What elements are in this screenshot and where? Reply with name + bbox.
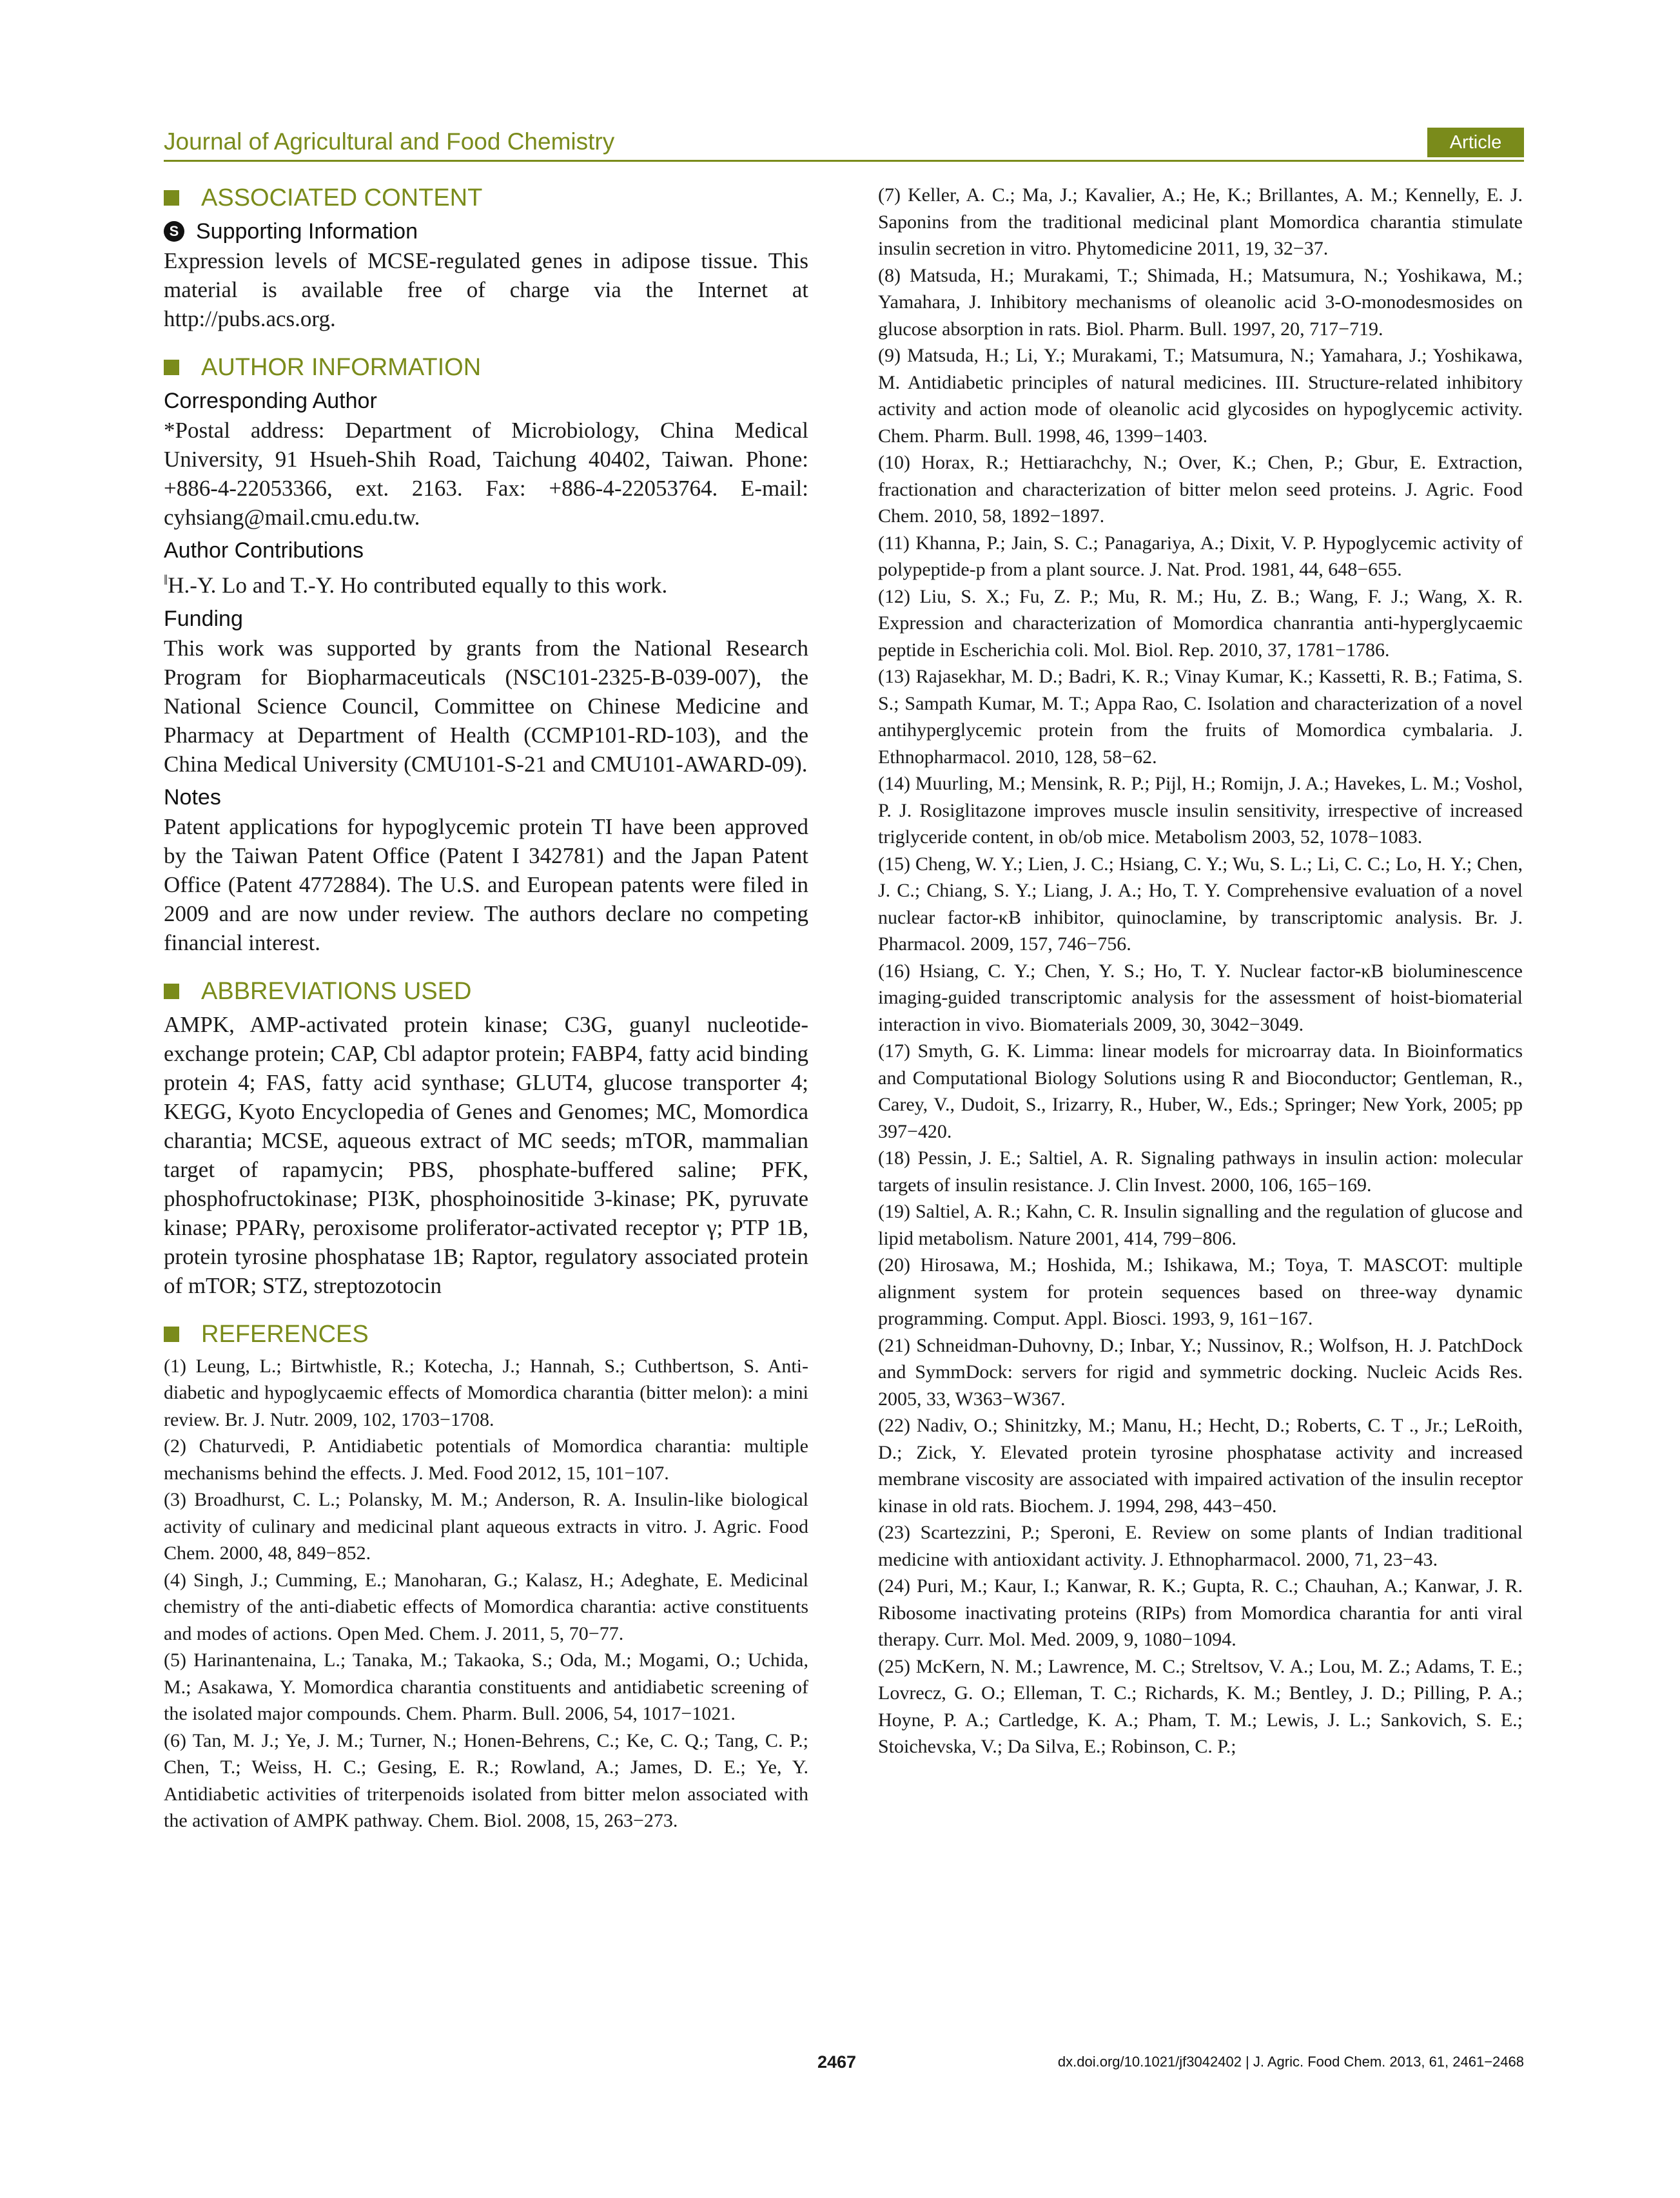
reference-item: (20) Hirosawa, M.; Hoshida, M.; Ishikawa, M.; Toya, T. MASCOT: multiple alignment system for protein sequences based on three-way dynamic programming. Comput. Appl. Biosci. 1993, 9, 161−167. xyxy=(878,1254,1523,1329)
reference-item: (8) Matsuda, H.; Murakami, T.; Shimada, H.; Matsumura, N.; Yoshikawa, M.; Yamahara, J. Inhibitory mechanisms of oleanolic acid 3-O-monodesmosides on glucose absorption in rats. Biol. Pharm. Bull. 1997, 20, 717−719. xyxy=(878,264,1523,340)
subsection-title: Supporting Information xyxy=(196,219,418,244)
reference-item: (24) Puri, M.; Kaur, I.; Kanwar, R. K.; Gupta, R. C.; Chauhan, A.; Kanwar, J. R. Ribosome inactivating proteins (RIPs) from Momordica charantia for anti viral therapy. Curr. Mol. Med. 2009, 9, 1080−1094. xyxy=(878,1575,1523,1650)
reference-item: (9) Matsuda, H.; Li, Y.; Murakami, T.; Matsumura, N.; Yamahara, J.; Yoshikawa, M. Antidiabetic principles of natural medicines. III. Structure-related inhibitory activity and action mode of oleanolic acid glycosides on hypoglycemic activity. Chem. Pharm. Bull. 1998, 46, 1399−1403. xyxy=(878,345,1523,447)
reference-item: (7) Keller, A. C.; Ma, J.; Kavalier, A.; He, K.; Brillantes, A. M.; Kennelly, E. J. Saponins from the traditional medicinal plant Momordica charantia stimulate insulin secretion in vitro. Phytomedicine 2011, 19, 32−37. xyxy=(878,184,1523,259)
section-square-icon xyxy=(164,190,179,206)
section-title: REFERENCES xyxy=(201,1320,369,1348)
references-left-list xyxy=(164,1353,808,1834)
article-badge: Article xyxy=(1427,128,1524,157)
contribution-statement: H.-Y. Lo and T.-Y. Ho contributed equally to this work. xyxy=(168,572,668,598)
doi-citation: dx.doi.org/10.1021/jf3042402 | J. Agric. Food Chem. 2013, 61, 2461−2468 xyxy=(1057,2054,1524,2070)
reference-item: (22) Nadiv, O.; Shinitzky, M.; Manu, H.; Hecht, D.; Roberts, C. T ., Jr.; LeRoith, D.; Zick, Y. Elevated protein tyrosine phosphatase activity and increased membrane viscosity are associated with impaired activation of the insulin receptor kinase in old rats. Biochem. J. 1994, 298, 443−450. xyxy=(878,1415,1523,1517)
supporting-info-icon: S xyxy=(164,221,184,242)
section-title: ABBREVIATIONS USED xyxy=(201,977,472,1005)
page-number: 2467 xyxy=(817,2052,857,2072)
reference-item: (10) Horax, R.; Hettiarachchy, N.; Over, K.; Chen, P.; Gbur, E. Extraction, fractionation and characterization of bitter melon seed proteins. J. Agric. Food Chem. 2010, 58, 1892−1897. xyxy=(878,452,1523,527)
abbreviations-text: AMPK, AMP-activated protein kinase; C3G, guanyl nucleotide-exchange protein; CAP, Cbl adaptor protein; FABP4, fatty acid binding protein 4; FAS, fatty acid synthase; GLUT4, glucose transporter 4; KEGG, Kyoto Encyclopedia of Genes and Genomes; MC, Momordica charantia; MCSE, aqueous extract of MC seeds; mTOR, mammalian target of rapamycin; PBS, phosphate-buffered saline; PFK, phosphofructokinase; PI3K, phosphoinositide 3-kinase; PK, pyruvate kinase; PPARγ, peroxisome proliferator-activated receptor γ; PTP 1B, protein tyrosine phosphatase 1B; Raptor, regulatory associated protein of mTOR; STZ, streptozotocin xyxy=(164,1011,808,1298)
reference-item: (4) Singh, J.; Cumming, E.; Manoharan, G.; Kalasz, H.; Adeghate, E. Medicinal chemistry of the anti-diabetic effects of Momordica charantia: active constituents and modes of actions. Open Med. Chem. J. 2011, 5, 70−77. xyxy=(164,1569,808,1644)
corresponding-author-text: *Postal address: Department of Microbiology, China Medical University, 91 Hsueh-Shih Road, Taichung 40402, Taiwan. Phone: +886-4-22053366, ext. 2163. Fax: +886-4-22053764. E-mail: cyhsiang@mail.cmu.edu.tw. xyxy=(164,418,808,530)
page-footer xyxy=(164,2052,1524,2078)
reference-item: (6) Tan, M. J.; Ye, J. M.; Turner, N.; Honen-Behrens, C.; Ke, C. Q.; Tang, C. P.; Chen, T.; Weiss, H. C.; Gesing, E. R.; Rowland, A.; James, D. E.; Ye, Y. Antidiabetic activities of triterpenoids isolated from bitter melon associated with the activation of AMPK pathway. Chem. Biol. 2008, 15, 263−273. xyxy=(164,1729,808,1832)
abbreviations-heading xyxy=(164,975,808,1007)
reference-item: (14) Muurling, M.; Mensink, R. P.; Pijl, H.; Romijn, J. A.; Havekes, L. M.; Voshol, P. J. Rosiglitazone improves muscle insulin sensitivity, irrespective of increased triglyceride content, in ob/ob mice. Metabolism 2003, 52, 1078−1083. xyxy=(878,773,1523,848)
section-title: ASSOCIATED CONTENT xyxy=(201,184,483,211)
journal-title: Journal of Agricultural and Food Chemistry xyxy=(164,128,615,155)
equal-contribution-mark: ‖ xyxy=(164,572,168,588)
left-column xyxy=(164,182,808,1834)
header-rule xyxy=(164,160,1524,162)
reference-item: (16) Hsiang, C. Y.; Chen, Y. S.; Ho, T. Y. Nuclear factor-κB bioluminescence imaging-guided transcriptomic analysis for the assessment of hoist-biomaterial interaction in vivo. Biomaterials 2009, 30, 3042−3049. xyxy=(878,960,1523,1035)
section-square-icon xyxy=(164,984,179,999)
author-information-heading xyxy=(164,351,808,384)
right-column xyxy=(878,182,1523,1760)
reference-item: (21) Schneidman-Duhovny, D.; Inbar, Y.; Nussinov, R.; Wolfson, H. J. PatchDock and SymmDock: servers for rigid and symmetric docking. Nucleic Acids Res. 2005, 33, W363−W367. xyxy=(878,1334,1523,1410)
reference-item: (17) Smyth, G. K. Limma: linear models for microarray data. In Bioinformatics and Computational Biology Solutions using R and Bioconductor; Gentleman, R., Carey, V., Dudoit, S., Irizarry, R., Huber, W., Eds.; Springer; New York, 2005; pp 397−420. xyxy=(878,1040,1523,1142)
reference-item: (12) Liu, S. X.; Fu, Z. P.; Mu, R. M.; Hu, Z. B.; Wang, F. J.; Wang, X. R. Expression and characterization of Momordica chanrantia anti-hyperglycaemic peptide in Escherichia coli. Mol. Biol. Rep. 2010, 37, 1781−1786. xyxy=(878,585,1523,661)
reference-item: (15) Cheng, W. Y.; Lien, J. C.; Hsiang, C. Y.; Wu, S. L.; Li, C. C.; Lo, H. Y.; Chen, J. C.; Chiang, S. Y.; Liang, J. A.; Ho, T. Y. Comprehensive evaluation of a novel nuclear factor-κB inhibitor, quinoclamine, by transcriptomic analysis. Br. J. Pharmacol. 2009, 157, 746−756. xyxy=(878,853,1523,955)
notes-text: Patent applications for hypoglycemic protein TI have been approved by the Taiwan Patent Office (Patent I 342781) and the Japan Patent Office (Patent 4772884). The U.S. and European patents were filed in 2009 and are now under review. The authors declare no competing financial interest. xyxy=(164,813,808,955)
supporting-info-heading xyxy=(164,217,808,246)
funding-text: This work was supported by grants from the National Research Program for Biopharmaceuticals (NSC101-2325-B-039-007), the National Science Council, Committee on Chinese Medicine and Pharmacy at Department of Health (CCMP101-RD-103), and the China Medical University (CMU101-S-21 and CMU101-AWARD-09). xyxy=(164,635,808,777)
reference-item: (25) McKern, N. M.; Lawrence, M. C.; Streltsov, V. A.; Lou, M. Z.; Adams, T. E.; Lovrecz, G. O.; Elleman, T. C.; Richards, K. M.; Bentley, J. D.; Pilling, P. A.; Hoyne, P. A.; Cartledge, K. A.; Pham, T. M.; Lewis, J. L.; Sankovich, S. E.; Stoichevska, V.; Da Silva, E.; Robinson, C. P.; xyxy=(878,1655,1523,1757)
reference-item: (18) Pessin, J. E.; Saltiel, A. R. Signaling pathways in insulin action: molecular targets of insulin resistance. J. Clin Invest. 2000, 106, 165−169. xyxy=(878,1147,1523,1196)
page-header xyxy=(164,126,1524,162)
author-contributions-heading: Author Contributions xyxy=(164,538,364,563)
section-title: AUTHOR INFORMATION xyxy=(201,354,482,381)
reference-item: (11) Khanna, P.; Jain, S. C.; Panagariya, A.; Dixit, V. P. Hypoglycemic activity of polypeptide-p from a plant source. J. Nat. Prod. 1981, 44, 648−655. xyxy=(878,532,1523,580)
associated-content-heading xyxy=(164,182,808,214)
corresponding-author-heading: Corresponding Author xyxy=(164,389,377,413)
funding-heading: Funding xyxy=(164,606,243,631)
reference-item: (19) Saltiel, A. R.; Kahn, C. R. Insulin signalling and the regulation of glucose and lipid metabolism. Nature 2001, 414, 799−806. xyxy=(878,1201,1523,1249)
reference-item: (5) Harinantenaina, L.; Tanaka, M.; Takaoka, S.; Oda, M.; Mogami, O.; Uchida, M.; Asakawa, Y. Momordica charantia constituents and antidiabetic screening of the isolated major compounds. Chem. Pharm. Bull. 2006, 54, 1017−1021. xyxy=(164,1649,808,1725)
reference-item: (1) Leung, L.; Birtwhistle, R.; Kotecha, J.; Hannah, S.; Cuthbertson, S. Anti-diabetic and hypoglycaemic effects of Momordica charantia (bitter melon): a mini review. Br. J. Nutr. 2009, 102, 1703−1708. xyxy=(164,1355,808,1430)
section-square-icon xyxy=(164,1327,179,1342)
reference-item: (3) Broadhurst, C. L.; Polansky, M. M.; Anderson, R. A. Insulin-like biological activity of culinary and medicinal plant aqueous extracts in vitro. J. Agric. Food Chem. 2000, 48, 849−852. xyxy=(164,1489,808,1564)
reference-item: (23) Scartezzini, P.; Speroni, E. Review on some plants of Indian traditional medicine with antioxidant activity. J. Ethnopharmacol. 2000, 71, 23−43. xyxy=(878,1522,1523,1570)
section-square-icon xyxy=(164,360,179,375)
reference-item: (2) Chaturvedi, P. Antidiabetic potentials of Momordica charantia: multiple mechanisms behind the effects. J. Med. Food 2012, 15, 101−107. xyxy=(164,1435,808,1484)
references-heading xyxy=(164,1318,808,1350)
reference-item: (13) Rajasekhar, M. D.; Badri, K. R.; Vinay Kumar, K.; Kassetti, R. B.; Fatima, S. S.; Sampath Kumar, M. T.; Appa Rao, C. Isolation and characterization of a novel antihyperglycemic protein from the fruits of Momordica cymbalaria. J. Ethnopharmacol. 2010, 128, 58−62. xyxy=(878,666,1523,768)
notes-heading: Notes xyxy=(164,784,221,810)
supporting-info-text: Expression levels of MCSE-regulated genes in adipose tissue. This material is available free of charge via the Internet at http://pubs.acs.org. xyxy=(164,248,808,331)
author-contributions-text xyxy=(164,565,808,600)
